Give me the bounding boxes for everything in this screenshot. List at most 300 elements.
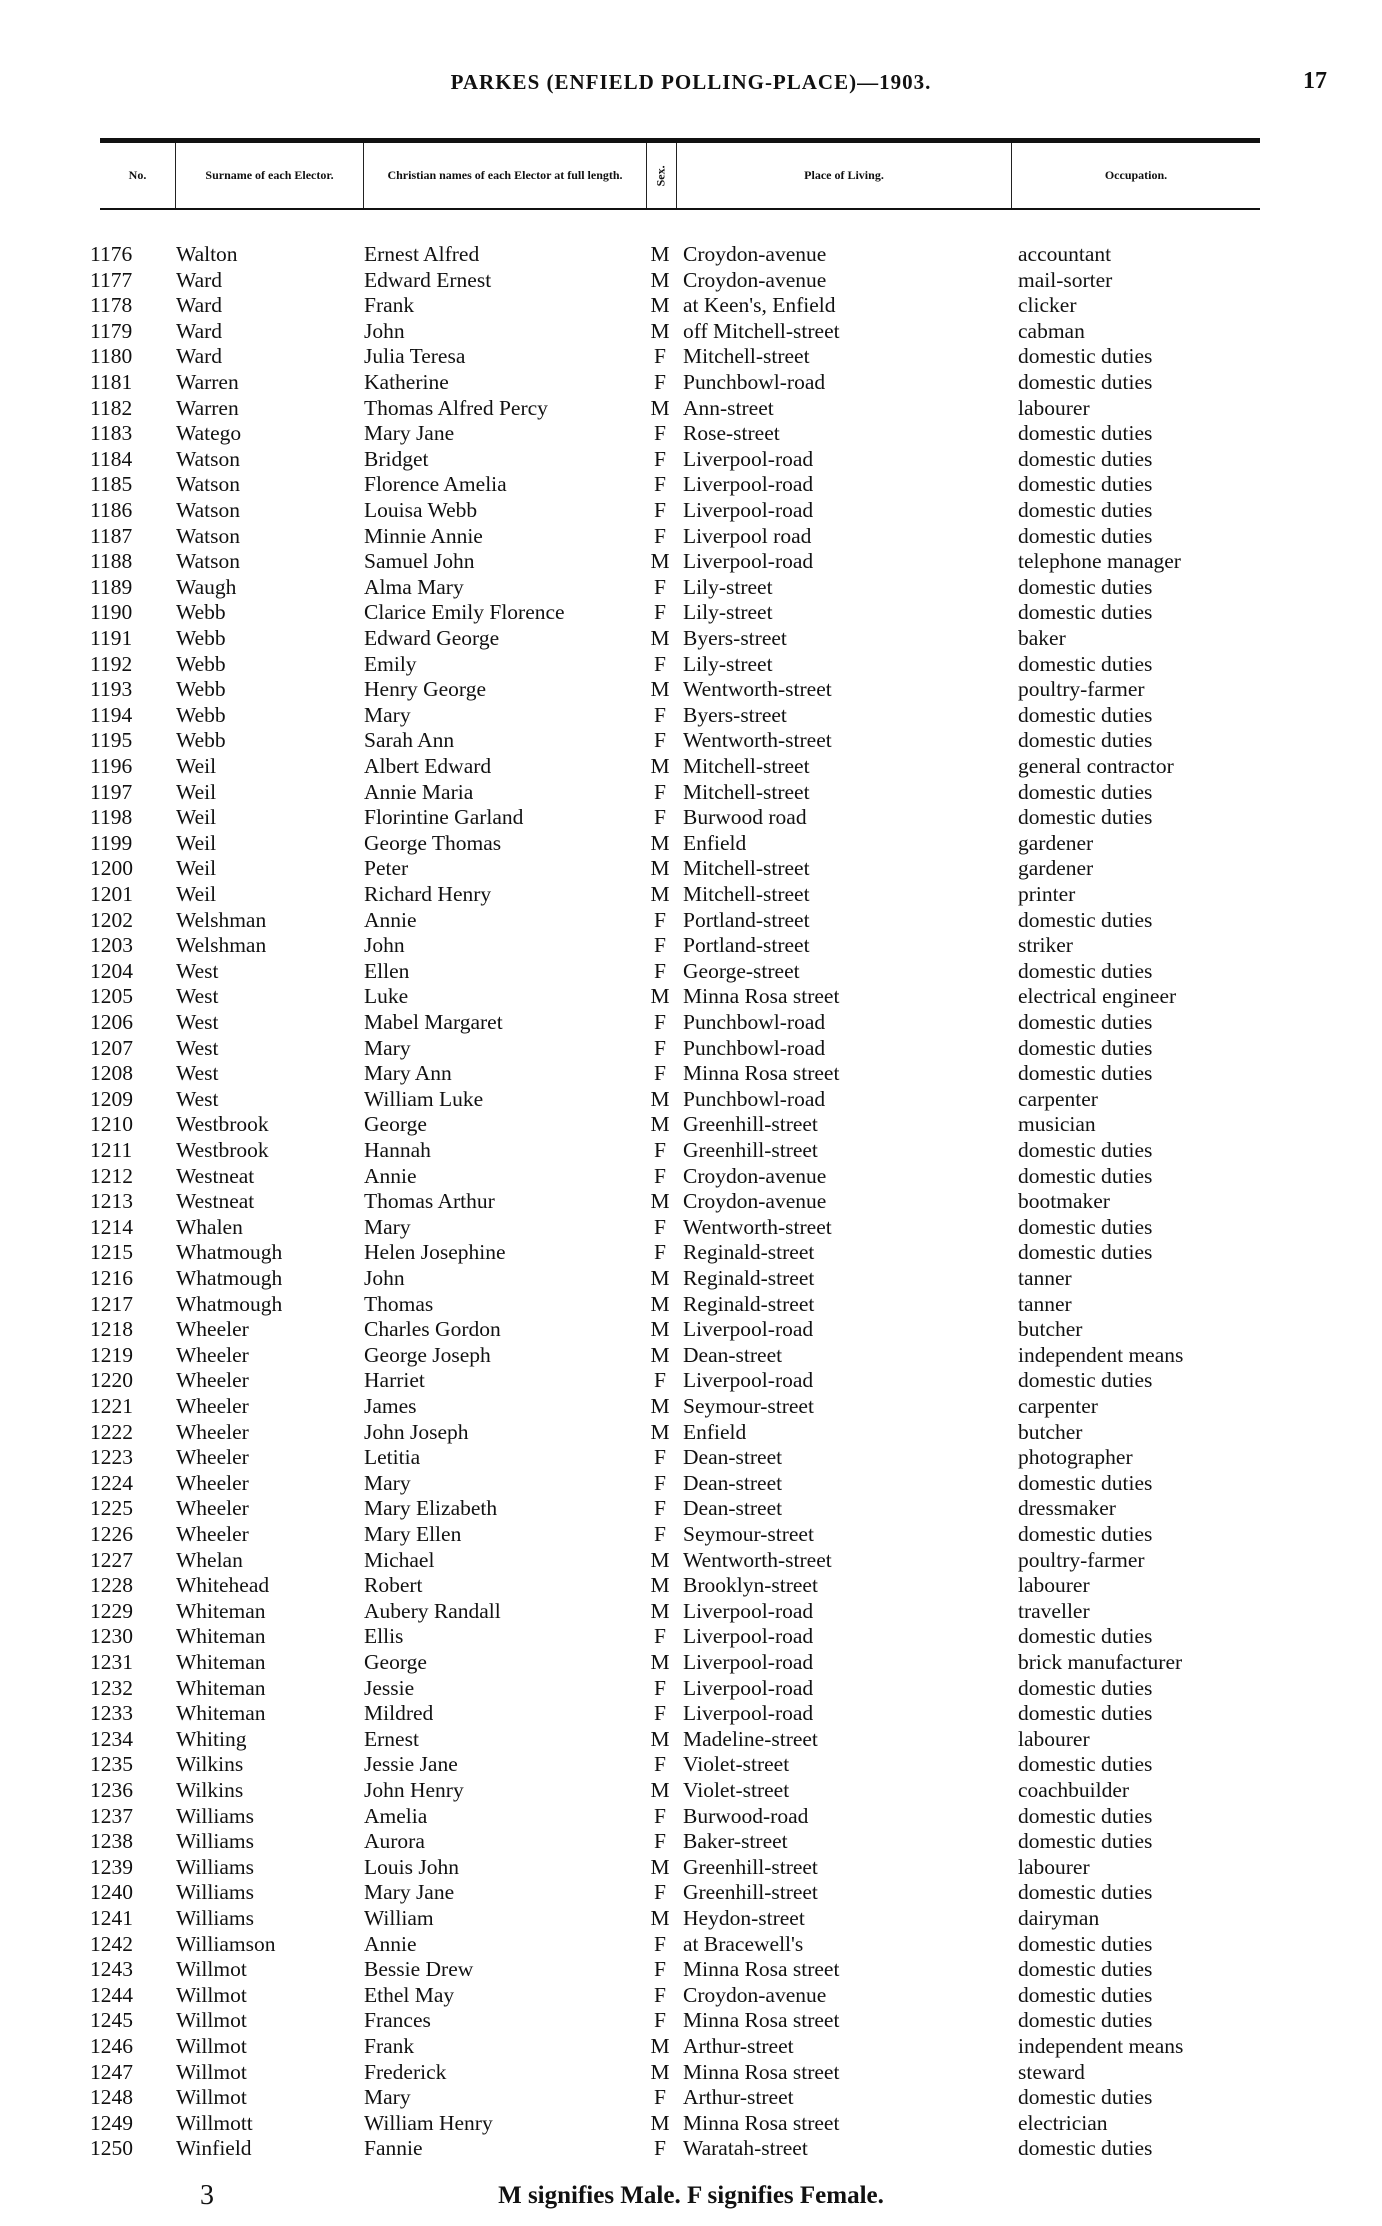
elector-surname: Whalen bbox=[176, 1214, 243, 1239]
elector-sex: M bbox=[650, 2110, 670, 2135]
elector-christian-names: Jessie Jane bbox=[364, 1752, 458, 1777]
elector-occupation: baker bbox=[1018, 626, 1066, 650]
elector-number: 1196 bbox=[90, 754, 133, 778]
elector-surname: West bbox=[176, 1035, 219, 1060]
table-row bbox=[0, 1752, 1382, 1778]
elector-number: 1181 bbox=[90, 370, 133, 394]
elector-number: 1210 bbox=[90, 1112, 133, 1137]
elector-occupation: tanner bbox=[1018, 1266, 1072, 1290]
elector-sex: F bbox=[654, 958, 666, 983]
elector-place-of-living: Greenhill-street bbox=[683, 1880, 818, 1905]
elector-surname: Westbrook bbox=[176, 1112, 269, 1137]
table-row bbox=[0, 242, 1382, 268]
elector-place-of-living: Dean-street bbox=[683, 1445, 783, 1470]
elector-occupation: accountant bbox=[1018, 242, 1112, 266]
elector-surname: Weil bbox=[176, 805, 217, 830]
elector-christian-names: Michael bbox=[364, 1547, 435, 1572]
elector-sex: F bbox=[654, 1035, 666, 1060]
table-row bbox=[0, 1420, 1382, 1446]
elector-occupation: photographer bbox=[1018, 1445, 1133, 1470]
page-header bbox=[0, 70, 1382, 110]
elector-christian-names: Katherine bbox=[364, 370, 449, 394]
elector-christian-names: Thomas Arthur bbox=[364, 1189, 495, 1214]
elector-occupation: domestic duties bbox=[1018, 600, 1153, 625]
elector-number: 1215 bbox=[90, 1240, 133, 1265]
elector-sex: F bbox=[654, 1624, 666, 1649]
elector-surname: Whatmough bbox=[176, 1240, 283, 1265]
elector-number: 1225 bbox=[90, 1496, 133, 1521]
elector-place-of-living: Minna Rosa street bbox=[683, 2008, 840, 2033]
table-row bbox=[0, 1701, 1382, 1727]
elector-sex: M bbox=[650, 1573, 670, 1598]
elector-place-of-living: Croydon-avenue bbox=[683, 267, 827, 292]
elector-occupation: domestic duties bbox=[1018, 498, 1153, 522]
elector-surname: Webb bbox=[176, 702, 226, 727]
elector-surname: Winfield bbox=[176, 2136, 252, 2161]
elector-surname: Weil bbox=[176, 779, 217, 804]
table-row bbox=[0, 1496, 1382, 1522]
table-row bbox=[0, 1599, 1382, 1625]
elector-sex: M bbox=[650, 984, 670, 1009]
elector-christian-names: Amelia bbox=[364, 1803, 428, 1828]
elector-place-of-living: Greenhill-street bbox=[683, 1138, 818, 1162]
table-row bbox=[0, 447, 1382, 473]
elector-occupation: labourer bbox=[1018, 1854, 1090, 1879]
elector-place-of-living: Liverpool-road bbox=[683, 1701, 814, 1726]
table-row bbox=[0, 1932, 1382, 1958]
elector-place-of-living: Liverpool-road bbox=[683, 1598, 814, 1623]
elector-sex: M bbox=[650, 1342, 670, 1367]
elector-occupation: coachbuilder bbox=[1018, 1778, 1130, 1802]
elector-christian-names: Peter bbox=[364, 856, 409, 881]
elector-number: 1182 bbox=[90, 395, 133, 420]
elector-surname: Wheeler bbox=[176, 1419, 249, 1444]
elector-sex: M bbox=[650, 1394, 670, 1418]
elector-place-of-living: off Mitchell-street bbox=[683, 318, 840, 343]
elector-christian-names: Charles Gordon bbox=[364, 1317, 501, 1342]
table-row bbox=[0, 805, 1382, 831]
elector-surname: Weil bbox=[176, 882, 217, 906]
table-row bbox=[0, 1880, 1382, 1906]
elector-place-of-living: Ann-street bbox=[683, 395, 774, 420]
elector-place-of-living: Croydon-avenue bbox=[683, 1982, 827, 2007]
elector-number: 1207 bbox=[90, 1035, 133, 1060]
elector-sex: F bbox=[654, 728, 666, 753]
signature-mark: 3 bbox=[200, 2180, 214, 2211]
elector-sex: M bbox=[650, 830, 670, 855]
elector-occupation: brick manufacturer bbox=[1018, 1650, 1183, 1674]
elector-christian-names: Mary Elizabeth bbox=[364, 1496, 498, 1521]
elector-place-of-living: Violet-street bbox=[683, 1778, 790, 1802]
elector-number: 1223 bbox=[90, 1445, 133, 1470]
elector-christian-names: Louisa Webb bbox=[364, 498, 478, 522]
elector-christian-names: Minnie Annie bbox=[364, 523, 483, 548]
table-row bbox=[0, 2111, 1382, 2137]
elector-occupation: cabman bbox=[1018, 318, 1085, 343]
elector-place-of-living: Punchbowl-road bbox=[683, 370, 826, 394]
elector-sex: F bbox=[654, 1445, 666, 1470]
elector-sex: F bbox=[654, 1214, 666, 1239]
elector-sex: F bbox=[654, 2008, 666, 2033]
elector-christian-names: Edward George bbox=[364, 626, 500, 650]
elector-christian-names: Mary bbox=[364, 2085, 411, 2110]
table-row bbox=[0, 1650, 1382, 1676]
elector-sex: M bbox=[650, 1291, 670, 1316]
elector-place-of-living: Liverpool road bbox=[683, 523, 812, 548]
elector-occupation: independent means bbox=[1018, 1342, 1184, 1367]
elector-number: 1183 bbox=[90, 421, 133, 446]
elector-christian-names: Ernest Alfred bbox=[364, 242, 480, 266]
table-row bbox=[0, 933, 1382, 959]
elector-christian-names: Fannie bbox=[364, 2136, 423, 2161]
elector-place-of-living: Burwood road bbox=[683, 805, 807, 830]
elector-sex: M bbox=[650, 1650, 670, 1674]
elector-christian-names: Frederick bbox=[364, 2059, 447, 2084]
elector-occupation: domestic duties bbox=[1018, 1931, 1153, 1956]
table-row bbox=[0, 1983, 1382, 2009]
elector-christian-names: Mary Jane bbox=[364, 1880, 455, 1905]
elector-occupation: domestic duties bbox=[1018, 574, 1153, 599]
elector-sex: F bbox=[654, 1982, 666, 2007]
elector-occupation: dressmaker bbox=[1018, 1496, 1116, 1521]
elector-place-of-living: Arthur-street bbox=[683, 2085, 794, 2110]
elector-sex: M bbox=[650, 1547, 670, 1572]
elector-occupation: domestic duties bbox=[1018, 779, 1153, 804]
elector-number: 1237 bbox=[90, 1803, 133, 1828]
elector-number: 1236 bbox=[90, 1778, 133, 1802]
elector-christian-names: Mary bbox=[364, 1214, 411, 1239]
elector-place-of-living: Minna Rosa street bbox=[683, 2110, 840, 2135]
table-row bbox=[0, 524, 1382, 550]
elector-sex: M bbox=[650, 1598, 670, 1623]
elector-christian-names: George Thomas bbox=[364, 830, 502, 855]
table-row bbox=[0, 1061, 1382, 1087]
elector-sex: M bbox=[650, 549, 670, 574]
elector-surname: Whatmough bbox=[176, 1266, 283, 1290]
table-row bbox=[0, 472, 1382, 498]
elector-place-of-living: Minna Rosa street bbox=[683, 2059, 840, 2084]
elector-place-of-living: Mitchell-street bbox=[683, 882, 810, 906]
table-row bbox=[0, 1573, 1382, 1599]
elector-place-of-living: Dean-street bbox=[683, 1496, 783, 1521]
elector-surname: West bbox=[176, 1086, 219, 1111]
table-row bbox=[0, 1010, 1382, 1036]
elector-number: 1188 bbox=[90, 549, 133, 574]
elector-christian-names: Thomas Alfred Percy bbox=[364, 395, 548, 420]
elector-place-of-living: Croydon-avenue bbox=[683, 1163, 827, 1188]
elector-number: 1185 bbox=[90, 472, 133, 497]
elector-surname: Wheeler bbox=[176, 1470, 249, 1495]
table-row bbox=[0, 1292, 1382, 1318]
elector-sex: M bbox=[650, 754, 670, 778]
table-row bbox=[0, 1445, 1382, 1471]
elector-sex: F bbox=[654, 933, 666, 958]
elector-place-of-living: Waratah-street bbox=[683, 2136, 808, 2161]
table-row bbox=[0, 1087, 1382, 1113]
elector-place-of-living: Punchbowl-road bbox=[683, 1035, 826, 1060]
table-row bbox=[0, 370, 1382, 396]
table-row bbox=[0, 728, 1382, 754]
elector-christian-names: Emily bbox=[364, 651, 417, 676]
elector-occupation: gardener bbox=[1018, 856, 1094, 881]
elector-surname: Whiteman bbox=[176, 1624, 266, 1649]
elector-place-of-living: Liverpool-road bbox=[683, 472, 814, 497]
elector-number: 1241 bbox=[90, 1906, 133, 1930]
elector-place-of-living: Liverpool-road bbox=[683, 1368, 814, 1393]
elector-surname: Wheeler bbox=[176, 1342, 249, 1367]
elector-sex: F bbox=[654, 1931, 666, 1956]
elector-surname: Whatmough bbox=[176, 1291, 283, 1316]
elector-sex: F bbox=[654, 1240, 666, 1265]
elector-sex: F bbox=[654, 498, 666, 522]
elector-christian-names: Ellis bbox=[364, 1624, 404, 1649]
elector-occupation: steward bbox=[1018, 2059, 1085, 2084]
elector-surname: Warren bbox=[176, 370, 239, 394]
elector-christian-names: Annie Maria bbox=[364, 779, 474, 804]
elector-christian-names: Aurora bbox=[364, 1829, 425, 1854]
elector-occupation: poultry-farmer bbox=[1018, 677, 1145, 702]
table-row bbox=[0, 1164, 1382, 1190]
elector-surname: Weil bbox=[176, 856, 217, 881]
elector-sex: M bbox=[650, 626, 670, 650]
elector-number: 1242 bbox=[90, 1931, 133, 1956]
elector-christian-names: Edward Ernest bbox=[364, 267, 492, 292]
table-row bbox=[0, 984, 1382, 1010]
elector-place-of-living: Wentworth-street bbox=[683, 728, 832, 753]
elector-surname: Watson bbox=[176, 472, 240, 497]
elector-number: 1214 bbox=[90, 1214, 133, 1239]
elector-occupation: labourer bbox=[1018, 1573, 1090, 1598]
elector-sex: F bbox=[654, 421, 666, 446]
elector-occupation: domestic duties bbox=[1018, 1138, 1153, 1162]
elector-occupation: domestic duties bbox=[1018, 370, 1153, 394]
elector-christian-names: Luke bbox=[364, 984, 409, 1009]
elector-number: 1195 bbox=[90, 728, 133, 753]
table-row bbox=[0, 1343, 1382, 1369]
elector-occupation: domestic duties bbox=[1018, 1470, 1153, 1495]
elector-occupation: striker bbox=[1018, 933, 1073, 958]
elector-surname: Webb bbox=[176, 626, 226, 650]
elector-christian-names: John bbox=[364, 318, 405, 343]
elector-christian-names: Hannah bbox=[364, 1138, 431, 1162]
elector-sex: F bbox=[654, 523, 666, 548]
elector-surname: Ward bbox=[176, 344, 223, 369]
elector-sex: F bbox=[654, 1829, 666, 1854]
elector-place-of-living: Liverpool-road bbox=[683, 1624, 814, 1649]
elector-christian-names: Ellen bbox=[364, 958, 410, 983]
elector-sex: M bbox=[650, 1778, 670, 1802]
elector-place-of-living: Portland-street bbox=[683, 933, 810, 958]
elector-occupation: mail-sorter bbox=[1018, 267, 1113, 292]
table-row bbox=[0, 344, 1382, 370]
table-row bbox=[0, 1804, 1382, 1830]
page-number: 17 bbox=[1303, 68, 1327, 94]
elector-surname: Whiteman bbox=[176, 1650, 266, 1674]
elector-surname: Ward bbox=[176, 318, 223, 343]
elector-christian-names: Mary Ann bbox=[364, 1061, 452, 1086]
elector-occupation: domestic duties bbox=[1018, 651, 1153, 676]
elector-sex: M bbox=[650, 293, 670, 318]
elector-occupation: domestic duties bbox=[1018, 1061, 1153, 1086]
elector-sex: M bbox=[650, 882, 670, 906]
elector-number: 1212 bbox=[90, 1163, 133, 1188]
elector-sex: M bbox=[650, 242, 670, 266]
elector-sex: F bbox=[654, 651, 666, 676]
elector-number: 1230 bbox=[90, 1624, 133, 1649]
elector-number: 1244 bbox=[90, 1982, 133, 2007]
elector-christian-names: Frances bbox=[364, 2008, 431, 2033]
elector-place-of-living: Wentworth-street bbox=[683, 677, 832, 702]
elector-number: 1249 bbox=[90, 2110, 133, 2135]
elector-place-of-living: Liverpool-road bbox=[683, 498, 814, 522]
elector-place-of-living: Liverpool-road bbox=[683, 1650, 814, 1674]
elector-christian-names: Bridget bbox=[364, 446, 429, 471]
elector-number: 1198 bbox=[90, 805, 133, 830]
elector-place-of-living: Croydon-avenue bbox=[683, 1189, 827, 1214]
column-header-christian-names: Christian names of each Elector at full length. bbox=[364, 143, 647, 208]
elector-number: 1178 bbox=[90, 293, 133, 318]
elector-place-of-living: Wentworth-street bbox=[683, 1547, 832, 1572]
elector-occupation: domestic duties bbox=[1018, 1829, 1153, 1854]
elector-surname: Waugh bbox=[176, 574, 237, 599]
elector-christian-names: Florence Amelia bbox=[364, 472, 507, 497]
table-row bbox=[0, 1112, 1382, 1138]
elector-number: 1206 bbox=[90, 1010, 133, 1034]
elector-number: 1194 bbox=[90, 702, 133, 727]
elector-christian-names: William Luke bbox=[364, 1086, 484, 1111]
table-row bbox=[0, 2085, 1382, 2111]
elector-occupation: printer bbox=[1018, 882, 1076, 906]
elector-sex: F bbox=[654, 1675, 666, 1700]
elector-sex: M bbox=[650, 1112, 670, 1137]
elector-number: 1233 bbox=[90, 1701, 133, 1726]
elector-number: 1216 bbox=[90, 1266, 133, 1290]
table-row bbox=[0, 396, 1382, 422]
elector-surname: Welshman bbox=[176, 933, 267, 958]
elector-place-of-living: Mitchell-street bbox=[683, 754, 810, 778]
elector-christian-names: Ethel May bbox=[364, 1982, 455, 2007]
elector-christian-names: Aubery Randall bbox=[364, 1598, 501, 1623]
elector-christian-names: Mary Jane bbox=[364, 421, 455, 446]
elector-place-of-living: Liverpool-road bbox=[683, 1675, 814, 1700]
elector-surname: Willmott bbox=[176, 2110, 253, 2135]
elector-surname: Westneat bbox=[176, 1163, 255, 1188]
elector-occupation: dairyman bbox=[1018, 1906, 1100, 1930]
elector-number: 1190 bbox=[90, 600, 133, 625]
elector-occupation: domestic duties bbox=[1018, 1368, 1153, 1393]
elector-number: 1245 bbox=[90, 2008, 133, 2033]
elector-number: 1246 bbox=[90, 2034, 133, 2058]
table-row bbox=[0, 1624, 1382, 1650]
elector-sex: M bbox=[650, 1189, 670, 1214]
elector-occupation: domestic duties bbox=[1018, 702, 1153, 727]
elector-occupation: domestic duties bbox=[1018, 421, 1153, 446]
elector-sex: M bbox=[650, 1854, 670, 1879]
elector-sex: F bbox=[654, 344, 666, 369]
elector-place-of-living: Reginald-street bbox=[683, 1240, 815, 1265]
table-row bbox=[0, 2060, 1382, 2086]
elector-occupation: domestic duties bbox=[1018, 1701, 1153, 1726]
elector-occupation: tanner bbox=[1018, 1291, 1072, 1316]
column-header-place: Place of Living. bbox=[677, 143, 1012, 208]
elector-place-of-living: Lily-street bbox=[683, 651, 773, 676]
elector-occupation: domestic duties bbox=[1018, 523, 1153, 548]
elector-place-of-living: Arthur-street bbox=[683, 2034, 794, 2058]
elector-occupation: general contractor bbox=[1018, 754, 1174, 778]
elector-occupation: traveller bbox=[1018, 1598, 1090, 1623]
elector-number: 1199 bbox=[90, 830, 133, 855]
table-row bbox=[0, 1522, 1382, 1548]
elector-place-of-living: George-street bbox=[683, 958, 800, 983]
elector-number: 1202 bbox=[90, 907, 133, 932]
elector-christian-names: Albert Edward bbox=[364, 754, 492, 778]
elector-occupation: domestic duties bbox=[1018, 446, 1153, 471]
elector-christian-names: Mary bbox=[364, 702, 411, 727]
elector-sex: F bbox=[654, 805, 666, 830]
elector-surname: Williams bbox=[176, 1829, 254, 1854]
table-row bbox=[0, 421, 1382, 447]
elector-surname: Welshman bbox=[176, 907, 267, 932]
elector-sex: F bbox=[654, 472, 666, 497]
table-row bbox=[0, 703, 1382, 729]
elector-number: 1208 bbox=[90, 1061, 133, 1086]
elector-occupation: domestic duties bbox=[1018, 1240, 1153, 1265]
column-header-sex bbox=[647, 143, 677, 208]
elector-occupation: domestic duties bbox=[1018, 1035, 1153, 1060]
elector-surname: Webb bbox=[176, 677, 226, 702]
elector-place-of-living: Punchbowl-road bbox=[683, 1086, 826, 1111]
elector-occupation: domestic duties bbox=[1018, 728, 1153, 753]
elector-surname: Westbrook bbox=[176, 1138, 269, 1162]
elector-sex: M bbox=[650, 1906, 670, 1930]
elector-occupation: bootmaker bbox=[1018, 1189, 1110, 1214]
elector-surname: Whitehead bbox=[176, 1573, 270, 1598]
elector-surname: Willmot bbox=[176, 1982, 247, 2007]
elector-number: 1176 bbox=[90, 242, 133, 266]
elector-surname: Westneat bbox=[176, 1189, 255, 1214]
elector-place-of-living: Enfield bbox=[683, 1419, 747, 1444]
elector-number: 1228 bbox=[90, 1573, 133, 1598]
elector-place-of-living: Minna Rosa street bbox=[683, 1957, 840, 1982]
elector-place-of-living: Heydon-street bbox=[683, 1906, 805, 1930]
elector-sex: F bbox=[654, 1880, 666, 1905]
elector-surname: Watson bbox=[176, 498, 240, 522]
elector-number: 1234 bbox=[90, 1726, 133, 1751]
elector-surname: Williams bbox=[176, 1854, 254, 1879]
elector-number: 1219 bbox=[90, 1342, 133, 1367]
elector-place-of-living: Enfield bbox=[683, 830, 747, 855]
elector-number: 1248 bbox=[90, 2085, 133, 2110]
elector-occupation: musician bbox=[1018, 1112, 1096, 1137]
elector-sex: F bbox=[654, 1368, 666, 1393]
elector-occupation: domestic duties bbox=[1018, 2085, 1153, 2110]
elector-number: 1197 bbox=[90, 779, 133, 804]
table-row bbox=[0, 1189, 1382, 1215]
elector-christian-names: George Joseph bbox=[364, 1342, 491, 1367]
elector-sex: M bbox=[650, 1726, 670, 1751]
elector-sex: F bbox=[654, 1522, 666, 1546]
elector-christian-names: Harriet bbox=[364, 1368, 425, 1393]
elector-occupation: domestic duties bbox=[1018, 472, 1153, 497]
elector-occupation: carpenter bbox=[1018, 1394, 1098, 1418]
elector-place-of-living: Liverpool-road bbox=[683, 446, 814, 471]
elector-occupation: electrician bbox=[1018, 2110, 1108, 2135]
elector-christian-names: Louis John bbox=[364, 1854, 459, 1879]
elector-christian-names: Mary Ellen bbox=[364, 1522, 462, 1546]
table-row bbox=[0, 319, 1382, 345]
elector-christian-names: Henry George bbox=[364, 677, 486, 702]
elector-place-of-living: Portland-street bbox=[683, 907, 810, 932]
